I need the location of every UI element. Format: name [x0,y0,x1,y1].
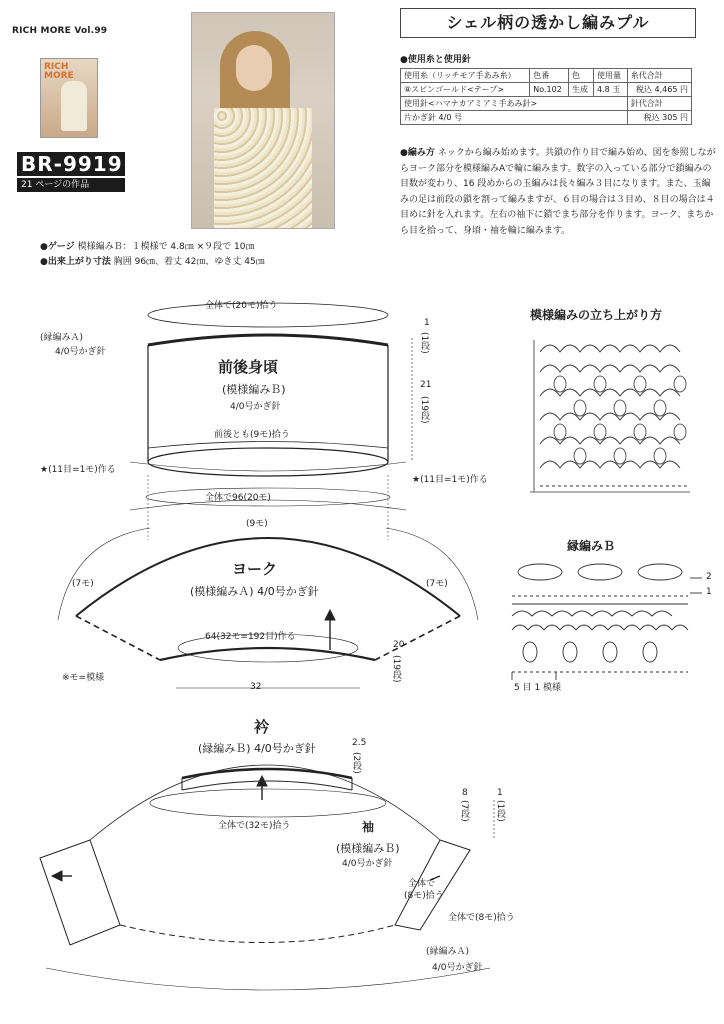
sleeve-edge-rows2: (1段) [495,800,505,822]
body-pick-each: 前後とも(9モ)拾う [214,430,290,440]
size-label: ●出来上がり寸法 [40,257,111,267]
yarn-head-yarn: 使用糸（リッチモア手あみ糸） [401,69,530,83]
brand-label: RICH MORE Vol.99 [12,26,108,36]
edge-b-repeat: 5 目 1 模様 [514,683,562,693]
yarn-row-yarn: ⑧スピンゴールド<テープ> [401,83,530,97]
pattern-code: BR-9919 [17,152,125,176]
yoke-top: (9モ) [246,519,268,529]
sleeve-depth-rows: (7段) [459,800,469,822]
sleeve-name: 袖 [362,820,375,834]
collar-pick: 全体で(32モ)拾う [218,821,291,831]
body-length-rows: (19段) [419,396,429,424]
edge-b-row1: 1 [706,587,712,597]
yarn-head-amount: 使用量 [593,69,627,83]
page-title: シェル柄の透かし編みプル [400,8,696,38]
body-hook: 4/0号かぎ針 [230,402,281,412]
body-star-left: ★(11目=1モ)作る [40,465,116,475]
needle-row: 片かぎ針 4/0 号 [401,111,628,125]
collar-pattern: (縁編みＢ) 4/0号かぎ針 [198,742,316,755]
yoke-left: (7モ) [72,579,94,589]
size-text: 胸囲 96㎝、着丈 42㎝、ゆき丈 45㎝ [113,257,265,267]
body-bottom: 全体で96(20モ) [205,493,271,503]
sleeve-edge-hook: 4/0号かぎ針 [432,963,483,973]
gauge-text: 模様編みＢ：１模様で 4.8㎝ ×９段で 10㎝ [77,242,255,252]
yoke-right: (7モ) [426,579,448,589]
collar-depth: 2.5 [352,738,367,748]
yoke-pattern: (模様編みＡ) 4/0号かぎ針 [190,585,319,598]
yoke-name: ヨーク [232,560,278,578]
gauge-label: ●ゲージ [40,242,75,252]
yarn-head-cost: 糸代合計 [627,69,691,83]
yarn-row-colorno: No.102 [530,83,569,97]
rise-chart-title: 模様編みの立ち上がり方 [530,308,663,322]
yarn-heading: ●使用糸と使用針 [400,55,471,65]
yoke-cast-on: 64(32モ=192目)作る [205,632,296,642]
body-length: 21 [420,380,432,390]
yarn-row-cost: 税込 4,465 円 [627,83,691,97]
body-row1b: (1段) [419,332,429,354]
body-edge-hook: 4/0号かぎ針 [55,347,106,357]
collar-depth-rows: (2段) [351,752,361,774]
needle-head: 使用針<ハマナカアミアミ手あみ針> [401,97,628,111]
needle-head-cost: 針代合計 [627,97,691,111]
body-pick-all: 全体で(20モ)拾う [205,301,278,311]
sleeve-edge: (縁編みＡ) [426,947,470,957]
cover-title: RICH MORE [44,62,74,81]
yarn-row-color: 生成 [568,83,593,97]
yoke-width: 32 [250,682,262,692]
sleeve-depth: 8 [462,788,468,798]
body-pattern: (模様編みＢ) [222,383,286,396]
sleeve-edge-rows: 1 [497,788,503,798]
body-row1: 1 [424,318,430,328]
yoke-note: ※モ=模様 [62,673,105,683]
yarn-head-color: 色 [568,69,593,83]
sleeve-hook: 4/0号かぎ針 [342,859,393,869]
collar-name: 衿 [254,718,270,736]
edge-b-chart-title: 縁編みＢ [567,539,616,553]
yoke-depth-rows: (19段) [391,655,401,683]
sleeve-pick3: 全体で(8モ)拾う [448,913,515,923]
yarn-row-amount: 4.8 玉 [593,83,627,97]
body-star-right: ★(11目=1モ)作る [412,475,488,485]
yoke-depth: 20 [393,640,405,650]
sleeve-pick1: 全体で [408,879,436,889]
body-edge-label: (縁編みＡ) [40,333,84,343]
pattern-page-ref: 21 ページの作品 [17,178,125,192]
edge-b-row2: 2 [706,572,712,582]
body-name: 前後身頃 [218,358,279,376]
yarn-head-colorno: 色番 [530,69,569,83]
instructions-text: ネックから編み始めます。共鎖の作り目で編み始め、図を参照しながらヨーク部分を模様編みAで輪に編みます。数字の入っている部分で鎖編みの目数が変わり、16 段めからの玉編みは長々編み３目になります。また、玉編みの足は前段の鎖を割って編みますが、６目の場合は３目め、８目の場合は４目めに針を入れます。左右の袖下に鎖でまち部分を作ります。ヨーク、まちから目を拾って、身頃・袖を輪に編みます。 [400,148,716,236]
needle-row-cost: 税込 305 円 [627,111,691,125]
sleeve-pattern: (模様編みＢ) [336,842,400,855]
sleeve-pick2: (8モ)拾う [404,891,444,901]
instructions-label: ●編み方 [400,148,435,158]
